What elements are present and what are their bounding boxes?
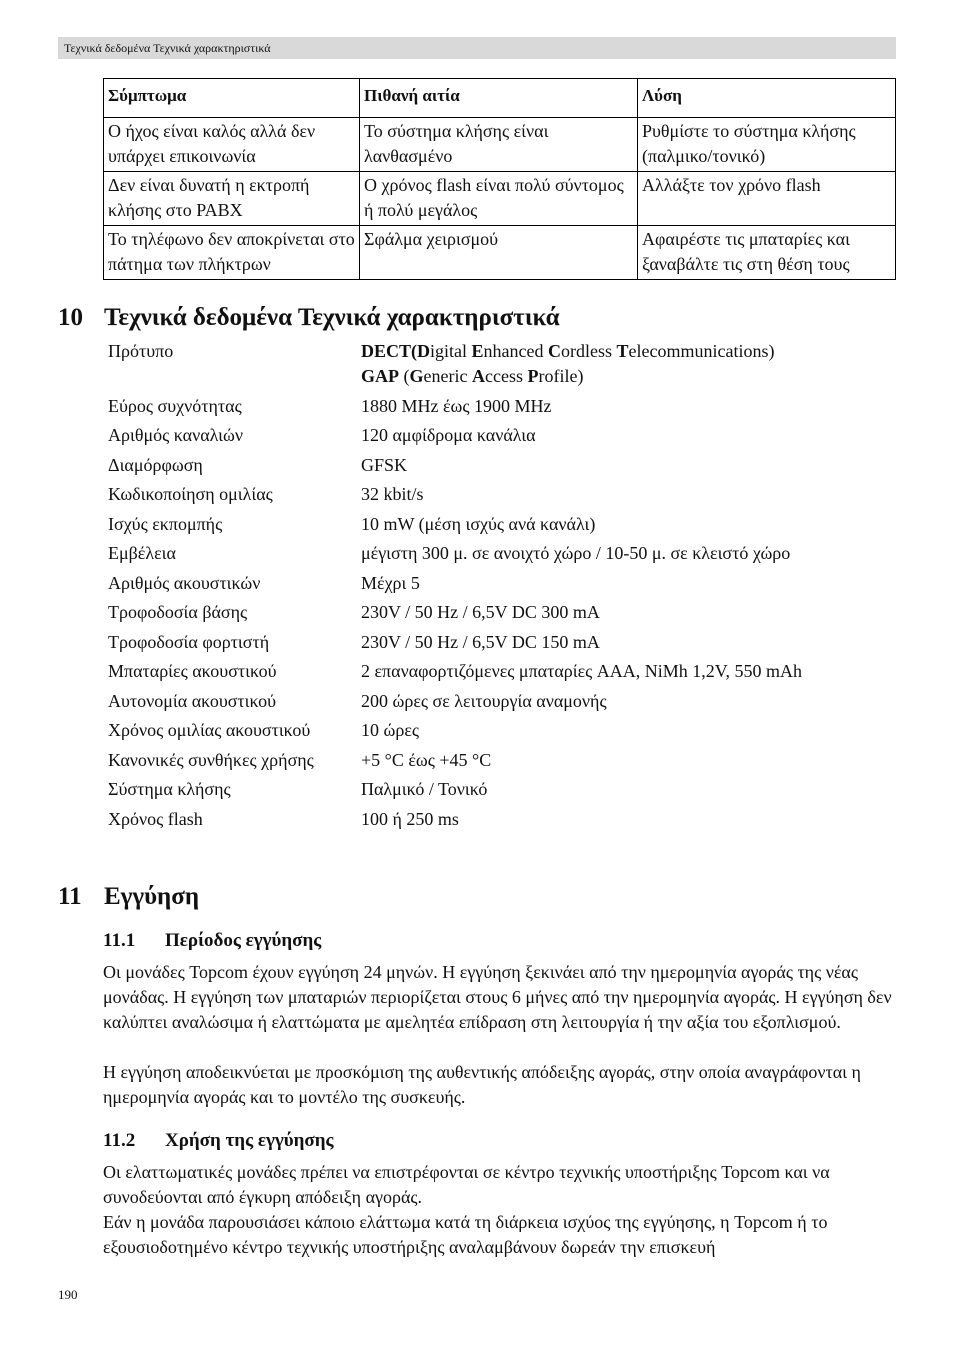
table-header-row	[104, 79, 896, 118]
warranty-period-paragraph-2: Η εγγύηση αποδεικνύεται με προσκόμιση της αυθεντικής απόδειξης αγοράς, στην οποία αναγράφονται η ημερομηνία αγοράς και το μοντέλο της συσκευής.	[103, 1062, 861, 1107]
spec-row	[108, 805, 898, 835]
spec-row	[108, 716, 898, 746]
gap-line: GAP (Generic Access Profile)	[361, 366, 584, 386]
table-cell: Ο χρόνος flash είναι πολύ σύντομος ή πολύ μεγάλος	[360, 172, 638, 226]
spec-label: Αυτονομία ακουστικού	[108, 690, 277, 711]
section-title: Εγγύηση	[104, 883, 200, 910]
spec-row	[108, 598, 898, 628]
table-cell: Ο ήχος είναι καλός αλλά δεν υπάρχει επικοινωνία	[104, 118, 360, 172]
spec-row	[108, 569, 898, 599]
table-cell: Το τηλέφωνο δεν αποκρίνεται στο πάτημα των πλήκτρων	[104, 226, 360, 280]
spec-label: Εύρος συχνότητας	[108, 395, 242, 416]
subsection-11-1-heading	[103, 929, 321, 953]
table-cell: Το σύστημα κλήσης είναι λανθασμένο	[360, 118, 638, 172]
troubleshooting-table	[103, 78, 896, 280]
section-number: 11	[58, 883, 82, 910]
spec-label: Τροφοδοσία βάσης	[108, 602, 248, 622]
spec-row	[108, 657, 898, 687]
spec-value: μέγιστη 300 μ. σε ανοιχτό χώρο / 10-50 μ. σε κλειστό χώρο	[361, 543, 791, 563]
spec-row	[108, 746, 898, 776]
subsection-11-2-heading	[103, 1129, 334, 1153]
spec-row	[108, 421, 898, 451]
table-cell: Δεν είναι δυνατή η εκτροπή κλήσης στο PABX	[104, 172, 360, 226]
subsection-number: 11.2	[103, 1130, 136, 1151]
table-cell: Αλλάξτε τον χρόνο flash	[638, 172, 896, 226]
spec-label: Κανονικές συνθήκες χρήσης	[108, 749, 314, 770]
spec-value: 32 kbit/s	[361, 484, 424, 504]
spec-value: +5 °C έως +45 °C	[361, 749, 492, 770]
column-header-solution: Λύση	[638, 79, 896, 118]
table-row	[104, 118, 896, 172]
column-header-cause: Πιθανή αιτία	[360, 79, 638, 118]
spec-value: 200 ώρες σε λειτουργία αναμονής	[361, 690, 607, 711]
spec-row-standard	[108, 337, 898, 392]
spec-label: Εμβέλεια	[108, 543, 176, 563]
spec-label: Τροφοδοσία φορτιστή	[108, 631, 270, 652]
table-row	[104, 226, 896, 280]
spec-row	[108, 510, 898, 540]
spec-label: Κωδικοποίηση ομιλίας	[108, 484, 273, 504]
spec-label: Χρόνος flash	[108, 808, 203, 829]
spec-value: 10 ώρες	[361, 720, 420, 740]
spec-value: 10 mW (μέση ισχύς ανά κανάλι)	[361, 513, 596, 534]
spec-value: Παλμικό / Τονικό	[361, 779, 488, 799]
spec-value: 230V / 50 Hz / 6,5V DC 150 mA	[361, 631, 600, 652]
subsection-number: 11.1	[103, 930, 136, 951]
spec-label: Μπαταρίες ακουστικού	[108, 661, 277, 681]
spec-label: Αριθμός ακουστικών	[108, 572, 261, 593]
spec-row	[108, 480, 898, 510]
spec-value: 100 ή 250 ms	[361, 808, 459, 829]
subsection-title: Περίοδος εγγύησης	[165, 930, 322, 951]
spec-value-standard	[361, 339, 898, 389]
table-row	[104, 172, 896, 226]
spec-label: Διαμόρφωση	[108, 454, 203, 475]
spec-value: 230V / 50 Hz / 6,5V DC 300 mA	[361, 602, 600, 622]
spec-row	[108, 628, 898, 658]
spec-label: Πρότυπο	[108, 341, 174, 361]
section-title: Τεχνικά δεδομένα Τεχνικά χαρακτηριστικά	[104, 304, 560, 331]
section-11-heading	[58, 882, 199, 912]
spec-row	[108, 687, 898, 717]
table-cell: Σφάλμα χειρισμού	[360, 226, 638, 280]
spec-row	[108, 539, 898, 569]
spec-row	[108, 451, 898, 481]
spec-value: 2 επαναφορτιζόμενες μπαταρίες AAA, NiMh 1,2V, 550 mAh	[361, 661, 802, 681]
spec-row	[108, 392, 898, 422]
table-cell: Ρυθμίστε το σύστημα κλήσης (παλμικο/τονικό)	[638, 118, 896, 172]
dect-line: DECT(Digital Enhanced Cordless Telecommunications)	[361, 341, 775, 361]
spec-label: Ισχύς εκπομπής	[108, 513, 223, 534]
warranty-use-paragraph-2: Εάν η μονάδα παρουσιάσει κάποιο ελάττωμα κατά τη διάρκεια ισχύος της εγγύησης, η Topcom ή το εξουσιοδοτημένο κέντρο τεχνικής υποστήριξης αναλαμβάνουν δωρεάν την επισκευή	[103, 1212, 828, 1257]
spec-value: 1880 MHz έως 1900 MHz	[361, 395, 552, 416]
spec-value: 120 αμφίδρομα κανάλια	[361, 425, 536, 445]
spec-label: Χρόνος ομιλίας ακουστικού	[108, 720, 311, 740]
running-header: Τεχνικά δεδομένα Τεχνικά χαρακτηριστικά	[58, 37, 896, 59]
spec-value: GFSK	[361, 454, 408, 475]
subsection-title: Χρήση της εγγύησης	[165, 1130, 334, 1151]
spec-row	[108, 775, 898, 805]
table-cell: Αφαιρέστε τις μπαταρίες και ξαναβάλτε τις στη θέση τους	[638, 226, 896, 280]
spec-value: Μέχρι 5	[361, 572, 420, 593]
spec-list	[108, 337, 898, 834]
spec-label: Αριθμός καναλιών	[108, 425, 243, 445]
warranty-period-paragraph-1: Οι μονάδες Topcom έχουν εγγύηση 24 μηνών. Η εγγύηση ξεκινάει από την ημερομηνία αγοράς της νέας μονάδας. Η εγγύηση των μπαταριών περιορίζεται στους 6 μήνες από την ημερομηνία αγοράς. Η εγγύηση δεν καλύπτει αναλώσιμα ή ελαττώματα με αμελητέα επίδραση στη λειτουργία ή την αξία του εξοπλισμού.	[103, 962, 892, 1032]
warranty-use-paragraph-1: Οι ελαττωματικές μονάδες πρέπει να επιστρέφονται σε κέντρο τεχνικής υποστήριξης Topcom και να συνοδεύονται από έγκυρη απόδειξη αγοράς.	[103, 1162, 830, 1207]
section-10-heading	[58, 303, 560, 333]
column-header-symptom: Σύμπτωμα	[104, 79, 360, 118]
spec-label: Σύστημα κλήσης	[108, 779, 231, 799]
page-number: 190	[58, 1287, 78, 1302]
section-number: 10	[58, 304, 83, 331]
